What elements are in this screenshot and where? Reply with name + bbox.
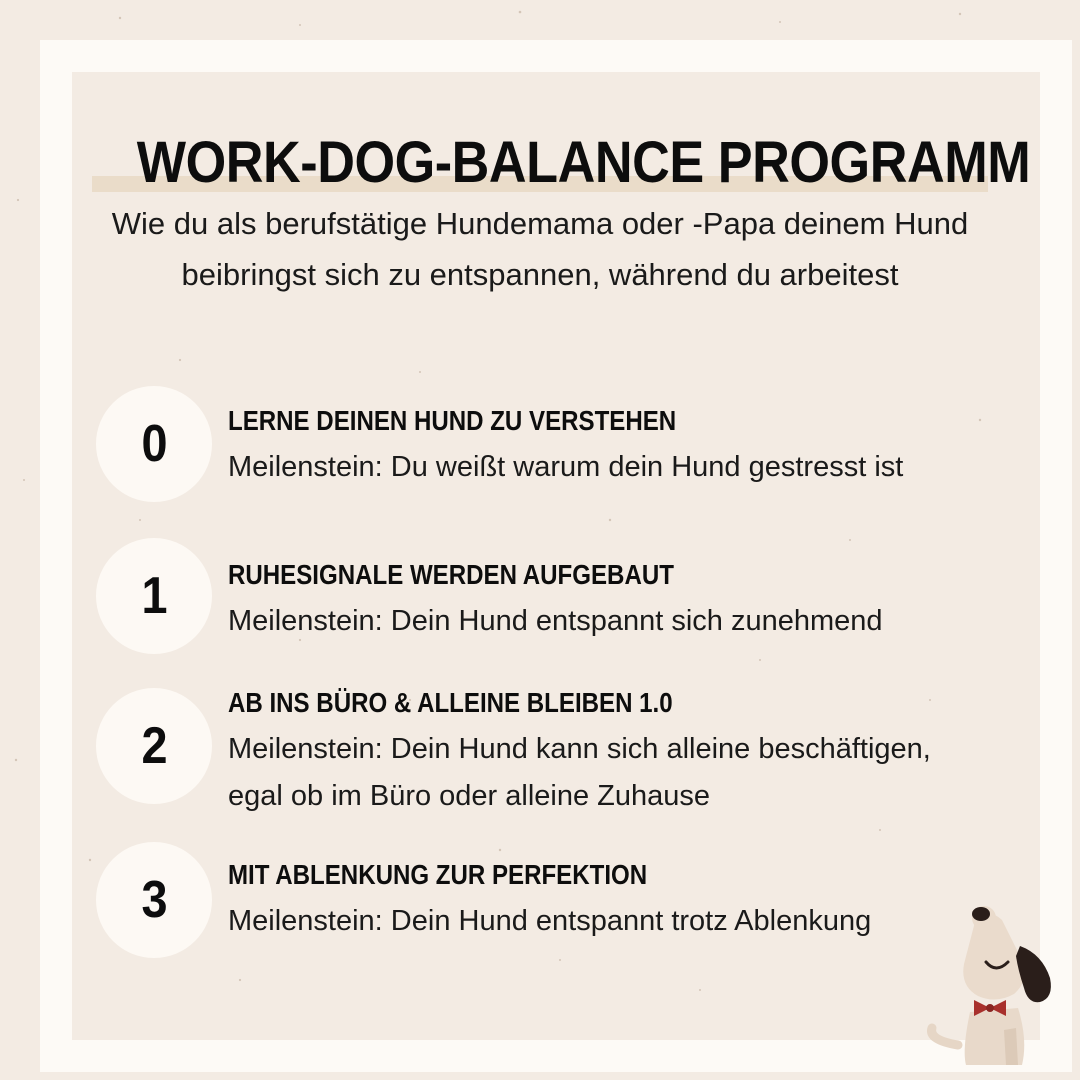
step-description: Meilenstein: Dein Hund kann sich alleine beschäftigen, egal ob im Büro oder alleine Zuhause: [228, 733, 931, 812]
step-number-circle: [96, 386, 212, 502]
step-number: 2: [140, 717, 168, 775]
page-subtitle: Wie du als berufstätige Hundemama oder -Papa deinem Hund beibringst sich zu entspannen, während du arbeitest: [111, 206, 969, 292]
step-title: LERNE DEINEN HUND ZU VERSTEHEN: [228, 405, 677, 436]
step-number-circle: [96, 842, 212, 958]
step-number-circle: [96, 688, 212, 804]
step-title: RUHESIGNALE WERDEN AUFGEBAUT: [228, 559, 674, 590]
step-number: 3: [140, 871, 168, 929]
step-number-circle: [96, 538, 212, 654]
step-title: MIT ABLENKUNG ZUR PERFEKTION: [228, 859, 648, 890]
step-title: AB INS BÜRO & ALLEINE BLEIBEN 1.0: [228, 687, 673, 718]
step-number: 1: [140, 567, 168, 625]
step-number: 0: [140, 415, 168, 473]
step-description: Meilenstein: Du weißt warum dein Hund gestresst ist: [228, 451, 904, 483]
step-description: Meilenstein: Dein Hund entspannt trotz Ablenkung: [228, 905, 872, 937]
dog-with-bowtie-icon: [918, 900, 1068, 1070]
step-description: Meilenstein: Dein Hund entspannt sich zunehmend: [228, 605, 883, 637]
title-block: [92, 128, 1031, 198]
page-title: WORK-DOG-BALANCE PROGRAMM: [136, 130, 1031, 195]
